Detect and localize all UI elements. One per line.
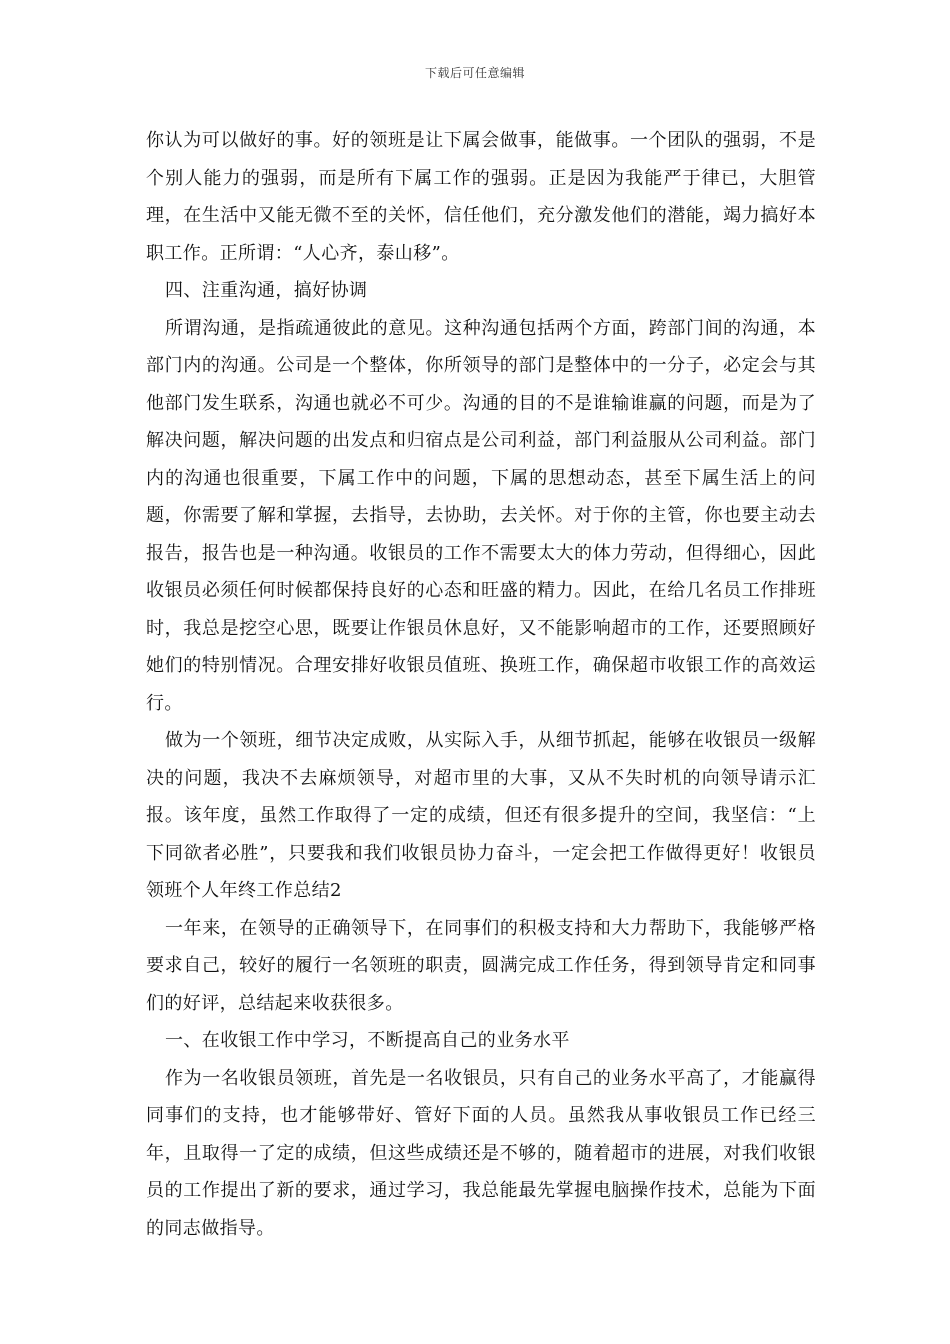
paragraph-details: 做为一个领班，细节决定成败，从实际入手，从细节抓起，能够在收银员一级解决的问题，我决不去麻烦领导，对超市里的大事，又从不失时机的向领导请示汇报。该年度，虽然工作取得了一定的成绩，但还有很多提升的空间，我坚信：“上下同欲者必胜”，只要我和我们收银员协力奋斗，一定会把工作做得更好！收银员领班个人年终工作总结2 bbox=[146, 730, 816, 901]
paragraph-learning: 作为一名收银员领班，首先是一名收银员，只有自己的业务水平高了，才能赢得同事们的支持，也才能够带好、管好下面的人员。虽然我从事收银员工作已经三年，且取得一了定的成绩，但这些成绩还是不够的，随着超市的进展，对我们收银员的工作提出了新的要求，通过学习，我总能最先掌握电脑操作技术，总能为下面的同志做指导。 bbox=[146, 1067, 816, 1239]
page-header: 下载后可任意编辑 bbox=[424, 66, 525, 80]
section-heading-learning: 一、在收银工作中学习，不断提高自己的业务水平 bbox=[165, 1030, 570, 1051]
section-heading-communication: 四、注重沟通，搞好协调 bbox=[165, 280, 368, 301]
paragraph-communication: 所谓沟通，是指疏通彼此的意见。这种沟通包括两个方面，跨部门间的沟通，本部门内的沟通。公司是一个整体，你所领导的部门是整体中的一分子，必定会与其他部门发生联系，沟通也就必不可少。沟通的目的不是谁输谁赢的问题，而是为了解决问题，解决问题的出发点和归宿点是公司利益，部门利益服从公司利益。部门内的沟通也很重要，下属工作中的问题，下属的思想动态，甚至下属生活上的问题，你需要了解和掌握，去指导，去协助，去关怀。对于你的主管，你也要主动去报告，报告也是一种沟通。收银员的工作不需要太大的体力劳动，但得细心，因此收银员必须任何时候都保持良好的心态和旺盛的精力。因此，在给几名员工作排班时，我总是挖空心思，既要让作银员休息好，又不能影响超市的工作，还要照顾好她们的特别情况。合理安排好收银员值班、换班工作，确保超市收银工作的高效运行。 bbox=[146, 317, 816, 714]
paragraph-year-summary: 一年来，在领导的正确领导下，在同事们的积极支持和大力帮助下，我能够严格要求自己，较好的履行一名领班的职责，圆满完成工作任务，得到领导肯定和同事们的好评，总结起来收获很多。 bbox=[146, 917, 816, 1014]
paragraph-continuation: 你认为可以做好的事。好的领班是让下属会做事，能做事。一个团队的强弱，不是个别人能力的强弱，而是所有下属工作的强弱。正是因为我能严于律已，大胆管理，在生活中又能无微不至的关怀，信任他们，充分激发他们的潜能，竭力搞好本职工作。正所谓：“人心齐，泰山移”。 bbox=[146, 130, 816, 264]
document-body bbox=[146, 122, 816, 1247]
